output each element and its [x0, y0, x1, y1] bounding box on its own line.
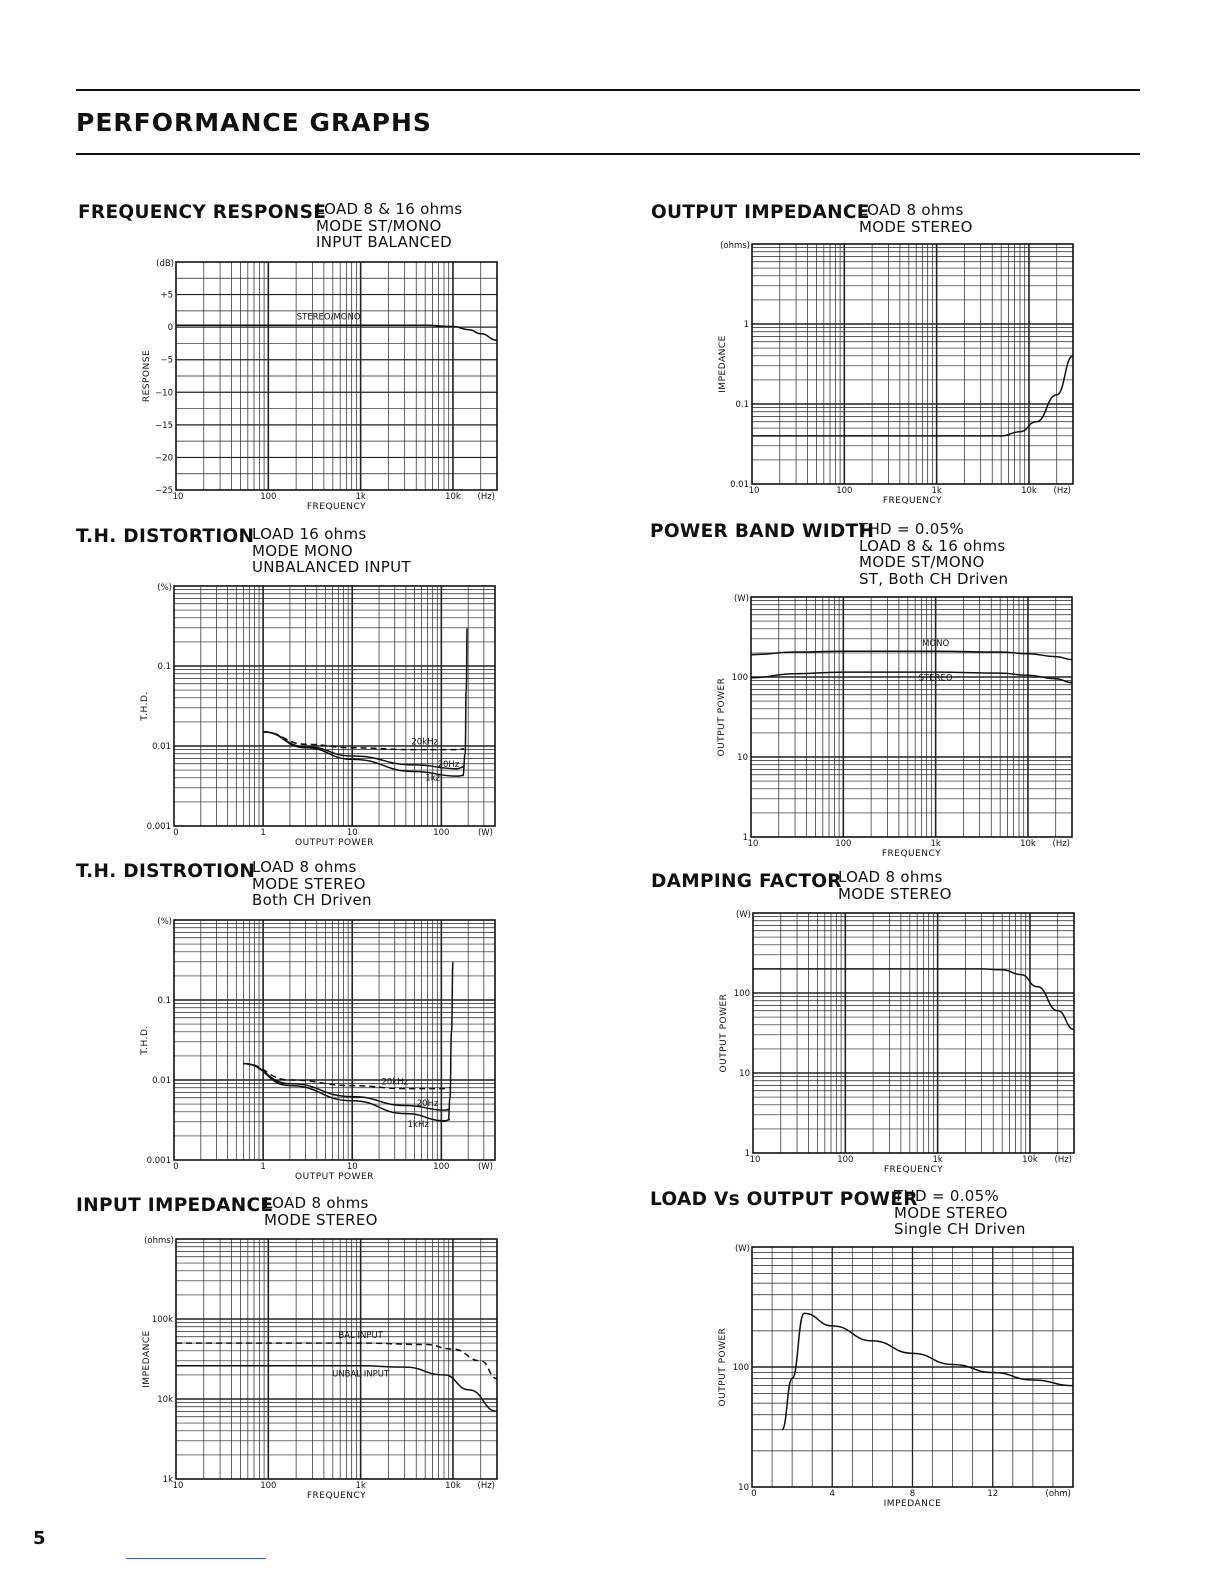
page-title: PERFORMANCE GRAPHS [76, 108, 432, 137]
in-imp-title: INPUT IMPEDANCE [76, 1195, 274, 1216]
plot-frame [174, 920, 495, 1160]
series-line [751, 672, 1072, 683]
x-unit-label: (Hz) [477, 1481, 495, 1491]
x-tick-label: 100 [837, 1155, 854, 1165]
damping-conditions [838, 869, 952, 902]
y-tick-label: 0.1 [157, 662, 171, 672]
x-unit-label: (W) [477, 1162, 493, 1172]
x-axis-label: FREQUENCY [306, 502, 367, 512]
y-tick-label: 0.01 [152, 742, 171, 752]
x-tick-label: 100 [836, 486, 853, 496]
x-unit-label: (ohm) [1045, 1489, 1071, 1499]
condition: ST, Both CH Driven [859, 569, 1009, 588]
x-unit-label: (W) [477, 828, 493, 838]
x-tick-label: 100 [433, 1162, 450, 1172]
condition: MODE STEREO [894, 1203, 1008, 1222]
x-tick-label: 10k [445, 1481, 461, 1491]
y-tick-label: 0.1 [735, 400, 749, 410]
y-tick-label: −20 [155, 453, 173, 464]
in-imp-conditions [264, 1195, 378, 1228]
condition: MODE STEREO [859, 217, 973, 236]
x-unit-label: (Hz) [1052, 839, 1070, 849]
x-tick-label: 1k [930, 839, 941, 849]
condition: LOAD 8 ohms [838, 868, 943, 886]
condition: Single CH Driven [894, 1220, 1026, 1238]
y-axis-label: RESPONSE [142, 349, 152, 403]
y-tick-label: −15 [155, 420, 173, 431]
series-line [263, 732, 464, 776]
annotation-label: 20Hz [437, 759, 460, 770]
y-tick-label: 1 [742, 833, 748, 843]
series-line [176, 1366, 497, 1412]
plot-frame [751, 597, 1072, 837]
x-tick-label: 10 [172, 492, 184, 502]
x-axis-label: FREQUENCY [881, 849, 942, 859]
series-line [243, 1064, 450, 1110]
thd-stereo-conditions [252, 859, 372, 909]
y-axis-label: OUTPUT POWER [717, 677, 727, 757]
series-line [751, 651, 1072, 659]
condition: LOAD 8 ohms [252, 858, 357, 876]
chart-grid [751, 597, 1072, 837]
condition: MODE ST/MONO [859, 553, 985, 571]
y-tick-label: 10k [157, 1395, 173, 1405]
page-number: 5 [33, 1528, 46, 1549]
condition: MODE STEREO [252, 874, 366, 893]
thd-stereo-title: T.H. DISTROTION [76, 861, 256, 882]
x-tick-label: 0 [173, 828, 179, 838]
x-tick-label: 4 [829, 1489, 835, 1499]
load-power-conditions [894, 1188, 1026, 1238]
series-line [463, 628, 467, 775]
y-tick-label: 0.01 [730, 480, 749, 490]
power-bw-title: POWER BAND WIDTH [650, 521, 875, 542]
x-tick-label: 12 [987, 1489, 999, 1499]
thd-mono-title: T.H. DISTORTION [76, 526, 255, 547]
series-line [176, 1343, 497, 1378]
x-tick-label: 10 [172, 1481, 184, 1491]
series-line [263, 732, 464, 769]
top-rule [76, 89, 1140, 91]
plot-frame [174, 586, 495, 826]
freq-resp-conditions [316, 201, 463, 251]
x-axis-label: FREQUENCY [883, 1165, 944, 1175]
x-tick-label: 1 [260, 1162, 266, 1172]
annotation-label: BAL INPUT [338, 1330, 383, 1341]
series-line [176, 325, 497, 340]
chart-grid [174, 920, 495, 1160]
y-unit-label: (%) [157, 917, 172, 927]
plot-frame [176, 262, 497, 490]
annotation-label: STEREO [918, 673, 953, 684]
x-tick-label: 100 [260, 492, 277, 502]
series-line [243, 1064, 450, 1121]
x-tick-label: 10k [1020, 839, 1036, 849]
x-tick-label: 10k [1021, 486, 1037, 496]
x-unit-label: (Hz) [477, 492, 495, 502]
y-tick-label: 10 [738, 1483, 749, 1493]
title-rule [76, 153, 1140, 155]
power-bw-conditions [859, 521, 1008, 587]
chart-grid [176, 1239, 497, 1479]
x-axis-label: IMPEDANCE [883, 1499, 942, 1509]
annotation-label: UNBAL INPUT [332, 1369, 390, 1380]
annotation-label: 20Hz [416, 1099, 439, 1110]
load-power-title: LOAD Vs OUTPUT POWER [650, 1189, 918, 1210]
annotation-label: 1kz [425, 773, 441, 784]
condition: LOAD 8 & 16 ohms [859, 536, 1006, 555]
condition: THD = 0.05% [859, 520, 965, 538]
x-tick-label: 8 [909, 1489, 916, 1499]
y-unit-label: (dB) [156, 259, 174, 269]
x-tick-label: 10 [749, 1155, 761, 1165]
y-tick-label: 100 [732, 1363, 749, 1373]
chart-grid [753, 913, 1074, 1153]
y-tick-label: −10 [155, 388, 173, 399]
y-unit-label: (W) [734, 1244, 750, 1254]
series-line [263, 732, 464, 750]
condition: UNBALANCED INPUT [252, 558, 411, 576]
y-tick-label: 1 [743, 320, 749, 330]
y-unit-label: (W) [733, 594, 749, 604]
x-tick-label: 0 [751, 1489, 757, 1499]
x-tick-label: 1k [355, 492, 366, 502]
y-axis-label: T.H.D. [140, 1025, 150, 1055]
y-tick-label: 0.001 [146, 1156, 171, 1166]
y-unit-label: (%) [157, 583, 172, 593]
y-unit-label: (W) [735, 910, 751, 920]
x-tick-label: 10 [748, 486, 760, 496]
annotation-label: 1kHz [407, 1119, 429, 1130]
damping-title: DAMPING FACTOR [651, 871, 842, 892]
y-tick-label: 10 [739, 1069, 750, 1079]
condition: THD = 0.05% [894, 1187, 1000, 1205]
y-axis-label: IMPEDANCE [718, 335, 728, 393]
chart-grid [174, 586, 495, 826]
chart-grid [176, 262, 497, 490]
series-line [753, 969, 1074, 1030]
condition: LOAD 8 & 16 ohms [316, 200, 463, 218]
x-tick-label: 10 [346, 1162, 358, 1172]
x-tick-label: 10 [346, 828, 358, 838]
y-tick-label: 0.01 [152, 1076, 171, 1086]
x-tick-label: 1k [931, 486, 942, 496]
x-unit-label: (Hz) [1054, 1155, 1072, 1165]
plot-frame [752, 244, 1073, 484]
y-unit-label: (ohms) [720, 241, 750, 251]
series-line [243, 1064, 450, 1089]
y-axis-label: OUTPUT POWER [718, 1327, 728, 1407]
y-tick-label: −5 [160, 355, 173, 366]
series-line [782, 1313, 1073, 1429]
thd-mono-conditions [252, 526, 411, 576]
freq-resp-title: FREQUENCY RESPONSE [78, 202, 327, 223]
y-unit-label: (ohms) [144, 1236, 174, 1246]
x-axis-label: FREQUENCY [306, 1491, 367, 1501]
annotation-label: STEREO/MONO [296, 312, 361, 323]
x-axis-label: OUTPUT POWER [295, 1172, 374, 1182]
x-tick-label: 1k [932, 1155, 943, 1165]
x-tick-label: 10k [445, 492, 461, 502]
out-imp-conditions [859, 202, 973, 235]
x-axis-label: FREQUENCY [882, 496, 943, 506]
y-tick-label: 100 [731, 673, 748, 683]
condition: MODE ST/MONO [316, 216, 442, 235]
annotation-label: MONO [922, 638, 950, 649]
annotation-label: 20kHz [411, 737, 438, 748]
y-axis-label: IMPEDANCE [142, 1330, 152, 1388]
series-line [752, 356, 1073, 436]
condition: MODE STEREO [264, 1210, 378, 1229]
x-tick-label: 10 [747, 839, 759, 849]
y-axis-label: OUTPUT POWER [719, 993, 729, 1073]
y-tick-label: 1 [744, 1149, 750, 1159]
y-tick-label: 0.001 [146, 822, 171, 832]
x-tick-label: 0 [173, 1162, 179, 1172]
y-tick-label: 100k [151, 1315, 173, 1325]
condition: INPUT BALANCED [316, 233, 453, 251]
x-tick-label: 10k [1022, 1155, 1038, 1165]
footer-line [126, 1558, 266, 1559]
out-imp-title: OUTPUT IMPEDANCE [651, 202, 870, 223]
plot-frame [176, 1239, 497, 1479]
chart-grid [752, 1247, 1073, 1487]
annotation-label: 20kHz [381, 1077, 409, 1088]
y-tick-label: 100 [733, 989, 750, 999]
x-tick-label: 100 [260, 1481, 277, 1491]
x-axis-label: OUTPUT POWER [295, 838, 374, 848]
condition: LOAD 16 ohms [252, 525, 367, 543]
x-tick-label: 100 [433, 828, 450, 838]
plot-frame [752, 1247, 1073, 1487]
series-line [448, 962, 453, 1120]
condition: MODE STEREO [838, 884, 952, 903]
y-tick-label: +5 [160, 290, 173, 301]
y-tick-label: 0 [167, 323, 173, 334]
x-unit-label: (Hz) [1053, 486, 1071, 496]
x-tick-label: 100 [835, 839, 852, 849]
x-tick-label: 1 [260, 828, 266, 838]
y-tick-label: 10 [737, 753, 748, 763]
condition: LOAD 8 ohms [264, 1194, 369, 1212]
y-axis-label: T.H.D. [140, 691, 150, 721]
condition: LOAD 8 ohms [859, 201, 964, 219]
condition: MODE MONO [252, 541, 354, 560]
y-tick-label: 1k [162, 1475, 173, 1485]
x-tick-label: 1k [355, 1481, 366, 1491]
condition: Both CH Driven [252, 891, 372, 909]
y-tick-label: −25 [155, 486, 173, 496]
y-tick-label: 0.1 [157, 996, 171, 1006]
chart-grid [752, 244, 1073, 484]
plot-frame [753, 913, 1074, 1153]
